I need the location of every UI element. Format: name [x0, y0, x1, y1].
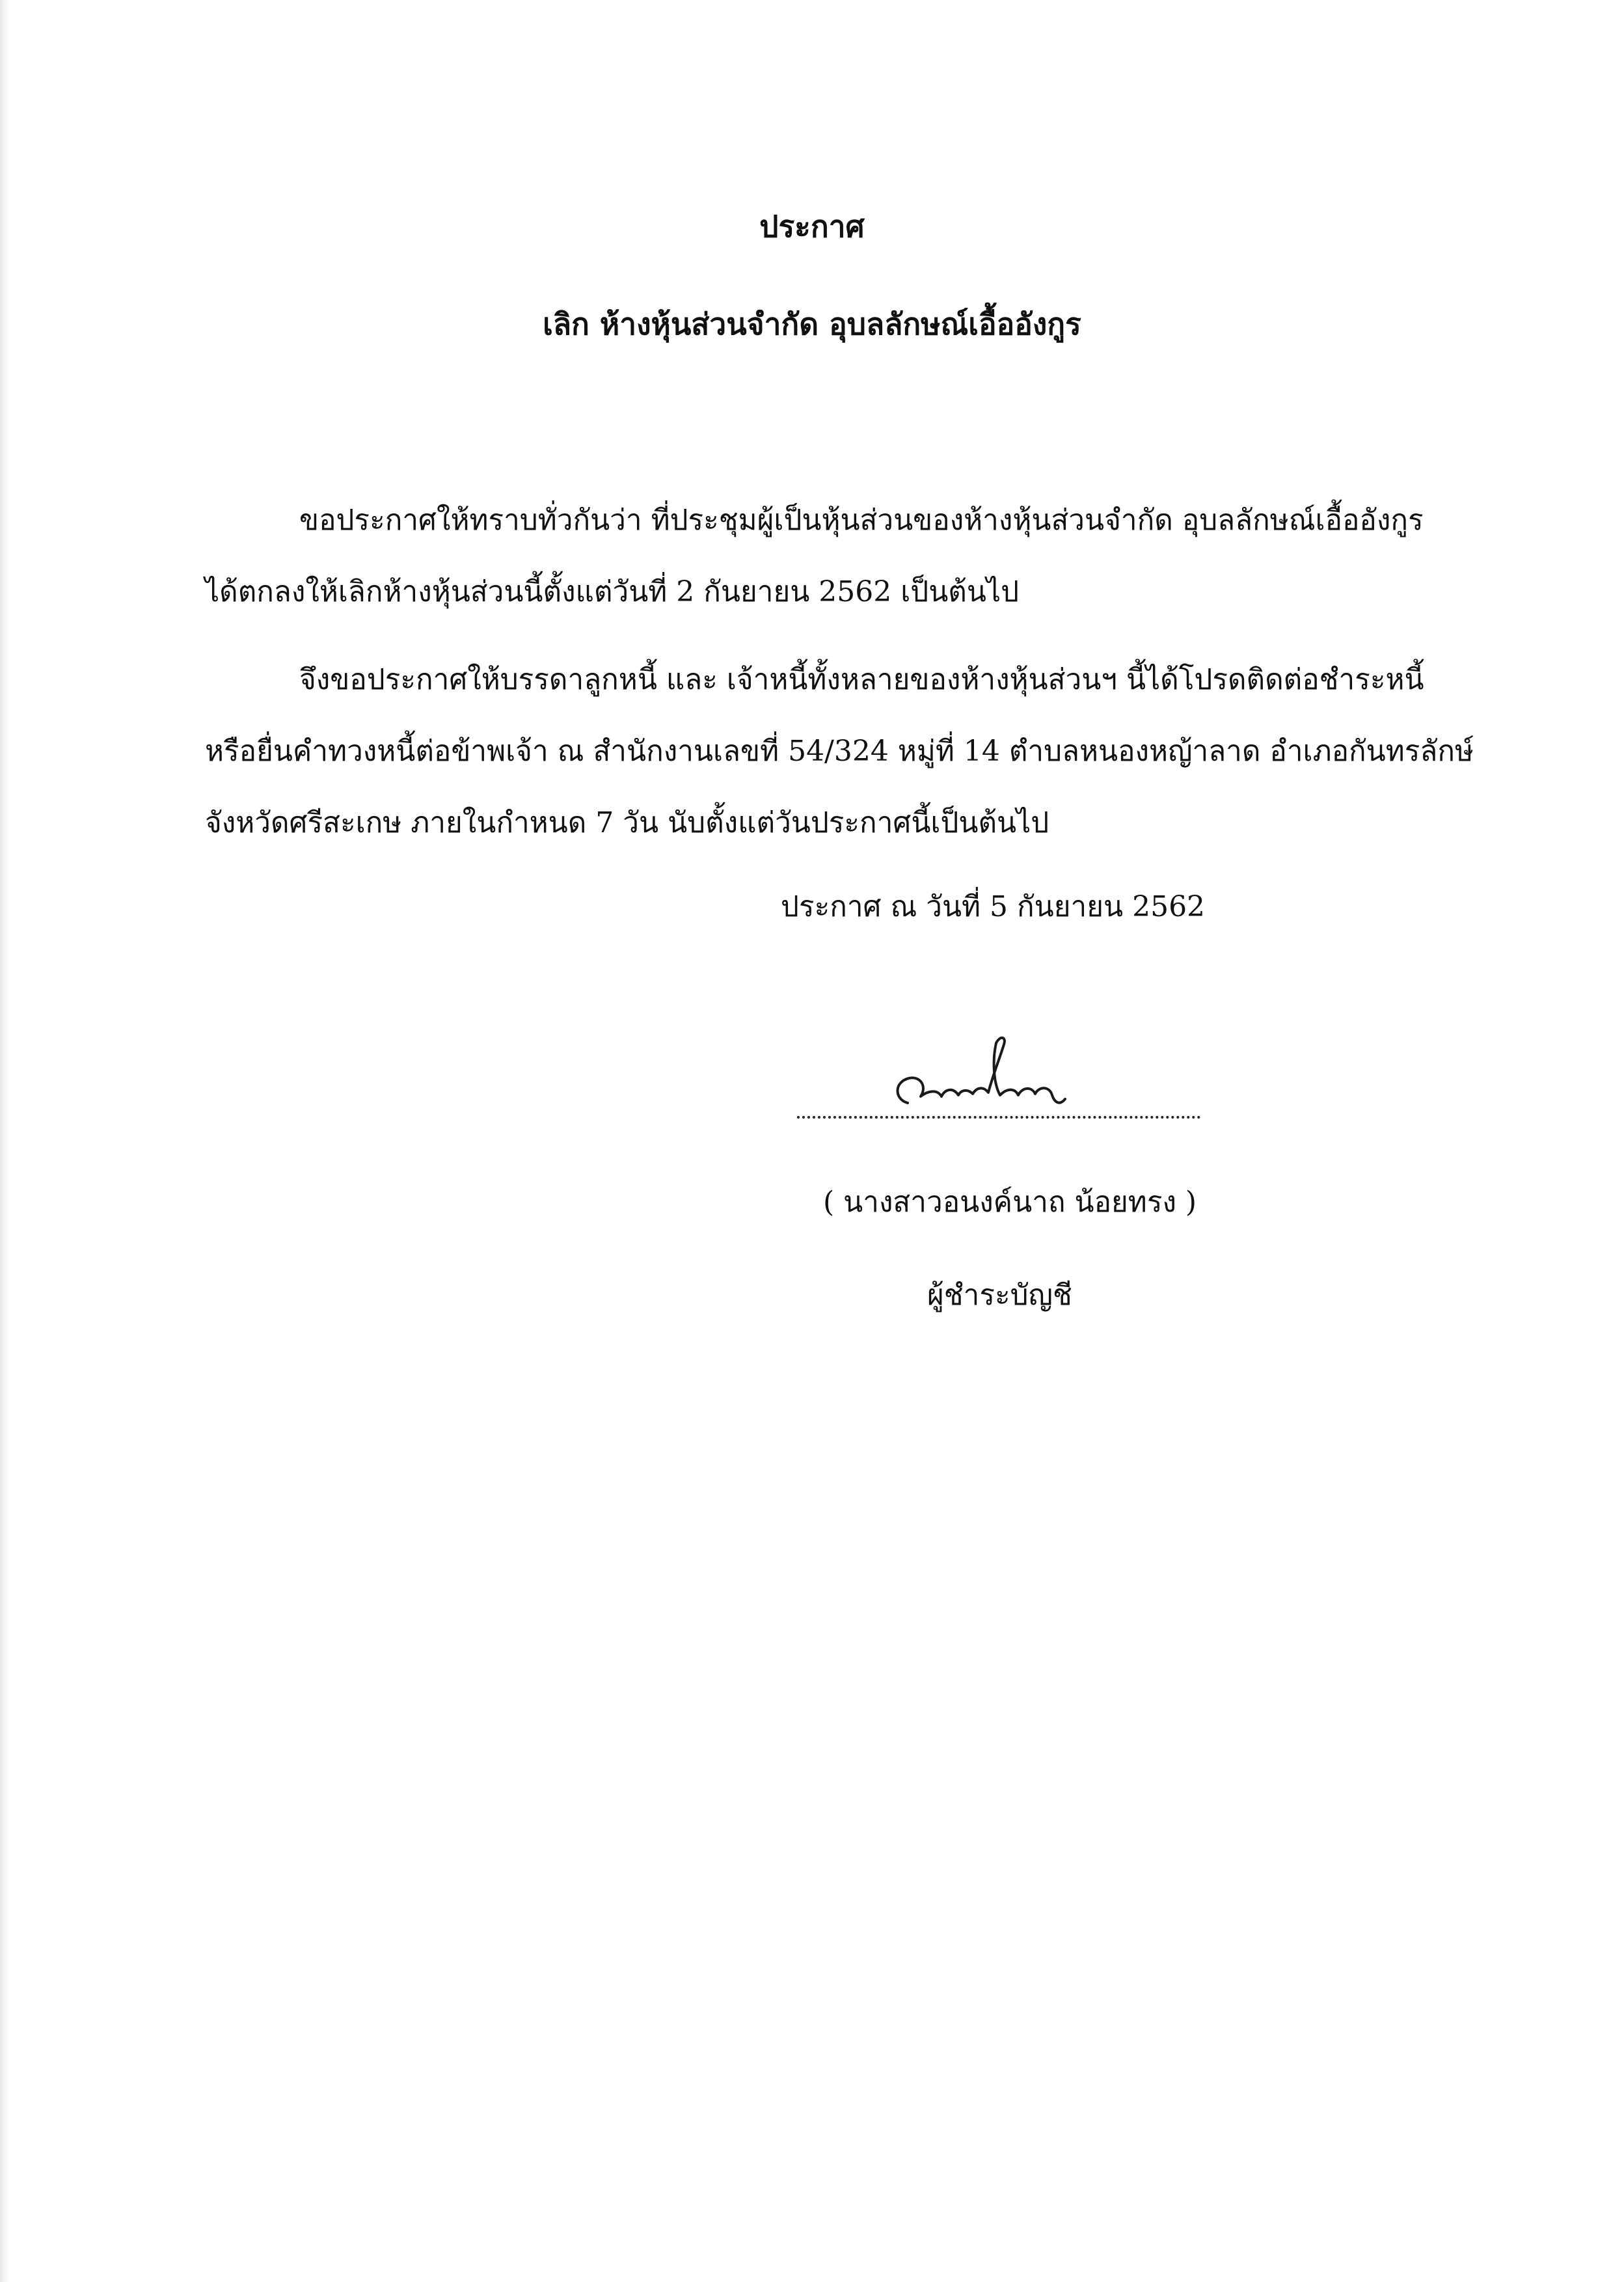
paragraph-line: ขอประกาศให้ทราบทั่วกันว่า ที่ประชุมผู้เป็นหุ้นส่วนของห้างหุ้นส่วนจำกัด อุบลลักษณ์เอื้ออังกูร [299, 504, 1424, 537]
signer-name: ( นางสาวอนงค์นาถ น้อยทรง ) [823, 1186, 1197, 1219]
paragraph-creditors-notice [205, 644, 1474, 859]
document-subject: เลิก ห้างหุ้นส่วนจำกัด อุบลลักษณ์เอื้ออังกูร [543, 306, 1081, 342]
paragraph-line: จึงขอประกาศให้บรรดาลูกหนี้ และ เจ้าหนี้ทั้งหลายของห้างหุ้นส่วนฯ นี้ได้โปรดติดต่อชำระหนี้ [299, 663, 1424, 696]
signature-dotted-line [797, 1116, 1200, 1119]
paragraph-dissolution [205, 485, 1422, 628]
paragraph-line: ได้ตกลงให้เลิกห้างหุ้นส่วนนี้ตั้งแต่วันที่ 2 กันยายน 2562 เป็นต้นไป [205, 575, 1020, 608]
paragraph-line: จังหวัดศรีสะเกษ ภายในกำหนด 7 วัน นับตั้งแต่วันประกาศนี้เป็นต้นไป [205, 806, 1049, 839]
signer-role: ผู้ชำระบัญชี [927, 1279, 1072, 1312]
announcement-date: ประกาศ ณ วันที่ 5 กันยายน 2562 [781, 890, 1206, 923]
document-title: ประกาศ [759, 209, 865, 244]
paragraph-line: หรือยื่นคำทวงหนี้ต่อข้าพเจ้า ณ สำนักงานเลขที่ 54/324 หมู่ที่ 14 ตำบลหนองหญ้าลาด อำเภอกันทรลักษ์ [205, 735, 1474, 768]
